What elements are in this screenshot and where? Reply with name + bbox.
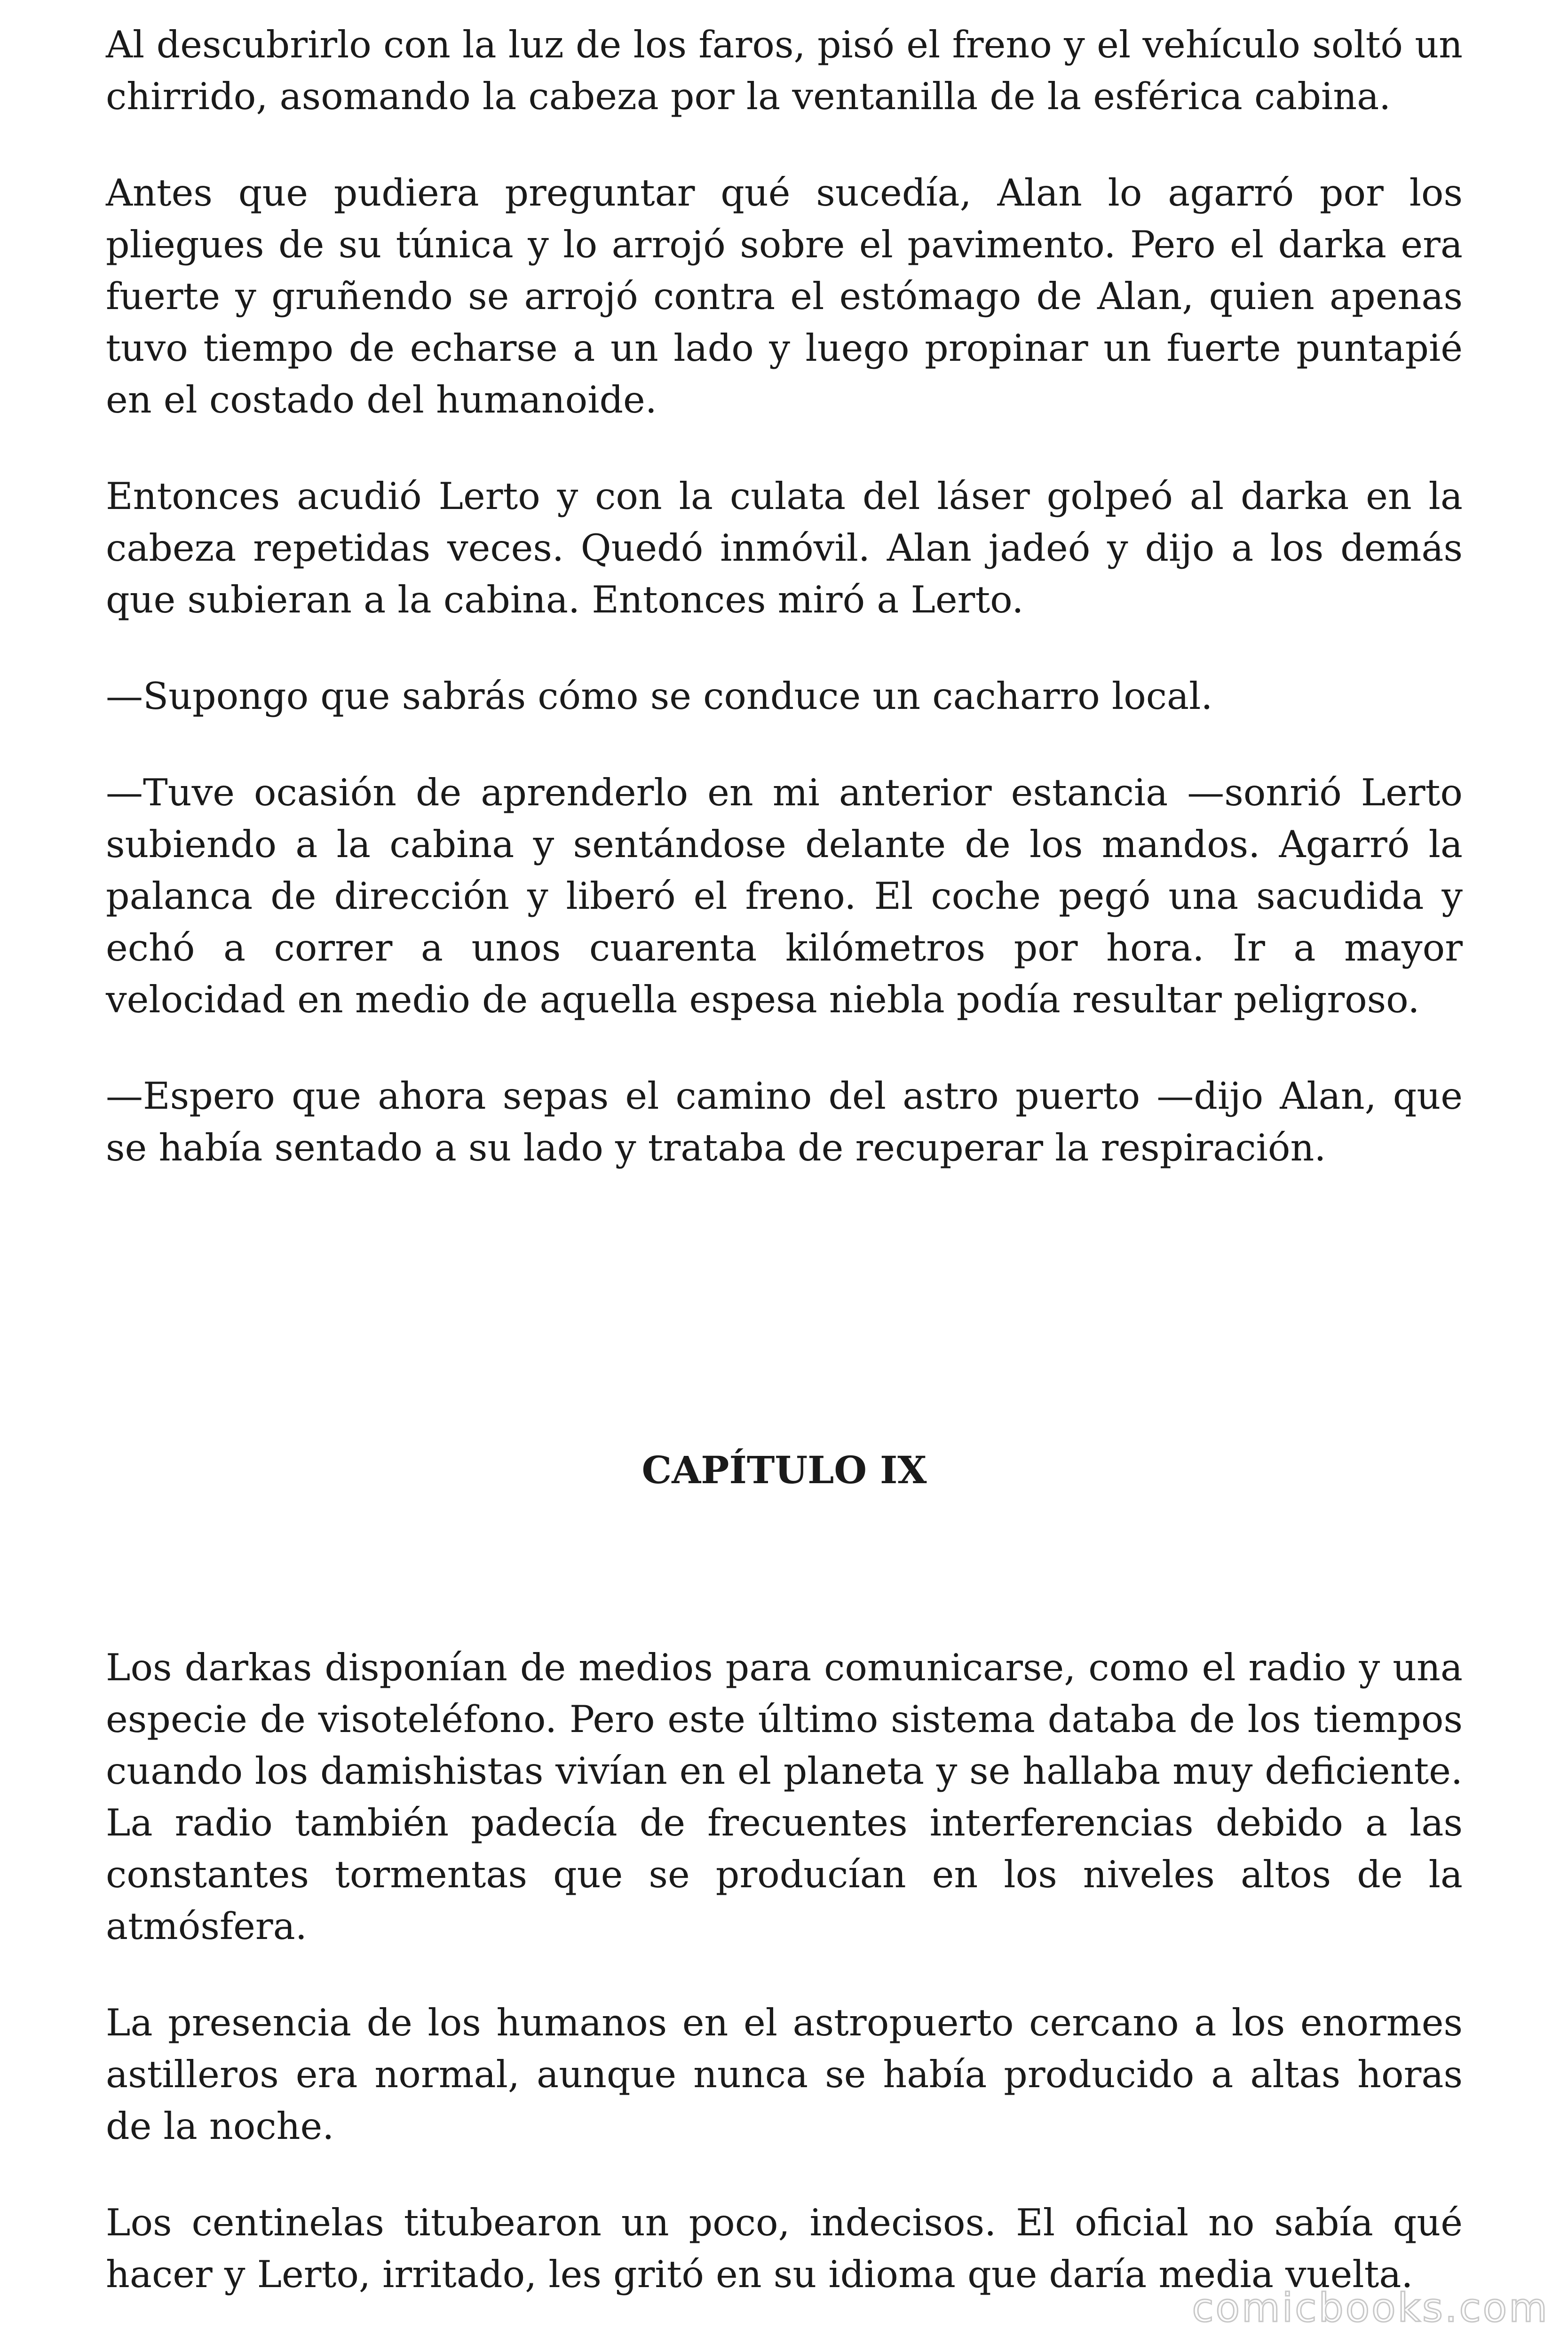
paragraph: Entonces acudió Lerto y con la culata del láser golpeó al darka en la cabeza repetidas veces. Quedó inmóvil. Alan jadeó y dijo a los demás que subieran a la cabina. Entonces miró a Lerto. — [106, 475, 1463, 621]
document-page — [106, 19, 1463, 2296]
chapter-title: CAPÍTULO IX — [641, 1448, 927, 1492]
dialogue-line: —Espero que ahora sepas el camino del astro puerto —dijo Alan, que se había sentado a su lado y trataba de recuperar la respiración. — [106, 1074, 1463, 1169]
section-one — [106, 19, 1463, 1174]
dialogue-line: —Supongo que sabrás cómo se conduce un cacharro local. — [106, 675, 1213, 718]
paragraph: La presencia de los humanos en el astropuerto cercano a los enormes astilleros era normal, aunque nunca se había producido a altas horas de la noche. — [106, 2001, 1463, 2148]
section-two — [106, 1642, 1463, 2345]
paragraph: Los darkas disponían de medios para comunicarse, como el radio y una especie de visoteléfono. Pero este último sistema databa de los tiempos cuando los damishistas vivían en el planeta y se hallaba muy deficiente. La radio también padecía de frecuentes interferencias debido a las constantes tormentas que se producían en los niveles altos de la atmósfera. — [106, 1646, 1463, 1948]
dialogue-line: —Tuve ocasión de aprenderlo en mi anterior estancia —sonrió Lerto subiendo a la cabina y sentándose delante de los mandos. Agarró la palanca de dirección y liberó el freno. El coche pegó una sacudida y echó a correr a unos cuarenta kilómetros por hora. Ir a mayor velocidad en medio de aquella espesa niebla podía resultar peligroso. — [106, 771, 1463, 1021]
watermark: comicbooks.com — [1192, 2285, 1549, 2331]
paragraph: Antes que pudiera preguntar qué sucedía, Alan lo agarró por los pliegues de su túnica y lo arrojó sobre el pavimento. Pero el darka era fuerte y gruñendo se arrojó contra el estómago de Alan, quien apenas tuvo tiempo de echarse a un lado y luego propinar un fuerte puntapié en el costado del humanoide. — [106, 171, 1463, 421]
paragraph: Los centinelas titubearon un poco, indecisos. El oficial no sabía qué hacer y Lerto, irritado, les gritó en su idioma que daría media vuelta. — [106, 2201, 1463, 2296]
paragraph: Al descubrirlo con la luz de los faros, pisó el freno y el vehículo soltó un chirrido, asomando la cabeza por la ventanilla de la esférica cabina. — [106, 23, 1463, 118]
